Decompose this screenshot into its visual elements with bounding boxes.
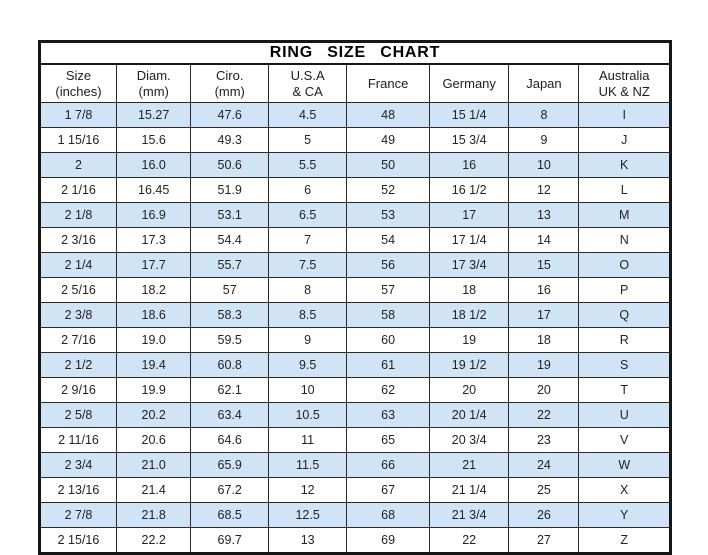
column-header-line2: (mm) bbox=[138, 83, 169, 99]
table-cell: 16 1/2 bbox=[429, 178, 509, 203]
table-cell: 22 bbox=[429, 528, 509, 554]
column-header bbox=[191, 64, 269, 103]
table-cell: 25 bbox=[509, 478, 579, 503]
table-cell: 54.4 bbox=[191, 228, 269, 253]
table-cell: 19.0 bbox=[116, 328, 190, 353]
table-cell: 50.6 bbox=[191, 153, 269, 178]
column-header-line2: UK & NZ bbox=[598, 83, 650, 99]
table-row bbox=[40, 253, 671, 278]
table-cell: 21 bbox=[429, 453, 509, 478]
table-cell: L bbox=[579, 178, 671, 203]
table-cell: 20.6 bbox=[116, 428, 190, 453]
table-cell: 60.8 bbox=[191, 353, 269, 378]
table-cell: 2 1/16 bbox=[40, 178, 117, 203]
table-row bbox=[40, 403, 671, 428]
table-cell: 2 15/16 bbox=[40, 528, 117, 554]
table-cell: 59.5 bbox=[191, 328, 269, 353]
table-cell: 61 bbox=[347, 353, 430, 378]
column-header-line1: U.S.A bbox=[290, 67, 325, 83]
table-cell: 7.5 bbox=[269, 253, 347, 278]
table-cell: 19.4 bbox=[116, 353, 190, 378]
table-cell: 20 1/4 bbox=[429, 403, 509, 428]
table-cell: 53 bbox=[347, 203, 430, 228]
table-cell: 10.5 bbox=[269, 403, 347, 428]
table-cell: 13 bbox=[269, 528, 347, 554]
table-cell: 58 bbox=[347, 303, 430, 328]
table-cell: 47.6 bbox=[191, 103, 269, 128]
column-header bbox=[347, 64, 430, 103]
table-cell: Q bbox=[579, 303, 671, 328]
column-header bbox=[429, 64, 509, 103]
table-cell: 1 15/16 bbox=[40, 128, 117, 153]
table-cell: 18 1/2 bbox=[429, 303, 509, 328]
table-cell: 2 9/16 bbox=[40, 378, 117, 403]
table-cell: 12 bbox=[269, 478, 347, 503]
table-row bbox=[40, 528, 671, 554]
table-cell: 5 bbox=[269, 128, 347, 153]
table-cell: 12.5 bbox=[269, 503, 347, 528]
column-header-line2: (inches) bbox=[55, 83, 102, 99]
table-cell: 66 bbox=[347, 453, 430, 478]
table-row bbox=[40, 453, 671, 478]
table-body bbox=[40, 103, 671, 554]
table-cell: 51.9 bbox=[191, 178, 269, 203]
column-header-line1: France bbox=[367, 75, 409, 91]
table-cell: 21 3/4 bbox=[429, 503, 509, 528]
table-cell: P bbox=[579, 278, 671, 303]
table-cell: 20 bbox=[429, 378, 509, 403]
table-cell: 20 bbox=[509, 378, 579, 403]
table-cell: 1 7/8 bbox=[40, 103, 117, 128]
table-cell: X bbox=[579, 478, 671, 503]
table-cell: 16 bbox=[509, 278, 579, 303]
table-cell: 18 bbox=[509, 328, 579, 353]
table-cell: 54 bbox=[347, 228, 430, 253]
table-cell: 9.5 bbox=[269, 353, 347, 378]
table-cell: 16.0 bbox=[116, 153, 190, 178]
table-cell: 21.8 bbox=[116, 503, 190, 528]
table-cell: 13 bbox=[509, 203, 579, 228]
table-cell: 16.9 bbox=[116, 203, 190, 228]
table-cell: R bbox=[579, 328, 671, 353]
table-cell: 17 3/4 bbox=[429, 253, 509, 278]
table-cell: 2 1/4 bbox=[40, 253, 117, 278]
table-cell: Z bbox=[579, 528, 671, 554]
table-cell: 67 bbox=[347, 478, 430, 503]
column-header bbox=[509, 64, 579, 103]
column-header-line2: (mm) bbox=[214, 83, 245, 99]
table-cell: 12 bbox=[509, 178, 579, 203]
table-row bbox=[40, 178, 671, 203]
table-cell: U bbox=[579, 403, 671, 428]
table-cell: 69 bbox=[347, 528, 430, 554]
table-cell: N bbox=[579, 228, 671, 253]
table-cell: V bbox=[579, 428, 671, 453]
table-cell: 18.6 bbox=[116, 303, 190, 328]
table-cell: I bbox=[579, 103, 671, 128]
table-cell: 60 bbox=[347, 328, 430, 353]
column-header bbox=[116, 64, 190, 103]
table-cell: 53.1 bbox=[191, 203, 269, 228]
table-row bbox=[40, 478, 671, 503]
table-row bbox=[40, 278, 671, 303]
table-cell: J bbox=[579, 128, 671, 153]
table-row bbox=[40, 503, 671, 528]
table-cell: T bbox=[579, 378, 671, 403]
table-cell: 15.6 bbox=[116, 128, 190, 153]
table-cell: 15 1/4 bbox=[429, 103, 509, 128]
table-cell: 2 5/8 bbox=[40, 403, 117, 428]
table-cell: 20.2 bbox=[116, 403, 190, 428]
table-row bbox=[40, 228, 671, 253]
table-cell: 11.5 bbox=[269, 453, 347, 478]
table-cell: 2 11/16 bbox=[40, 428, 117, 453]
column-header-line2: & CA bbox=[292, 83, 323, 99]
table-cell: 17 bbox=[509, 303, 579, 328]
table-cell: 17.7 bbox=[116, 253, 190, 278]
table-cell: 62 bbox=[347, 378, 430, 403]
table-cell: 15.27 bbox=[116, 103, 190, 128]
table-cell: 6 bbox=[269, 178, 347, 203]
table-cell: 49 bbox=[347, 128, 430, 153]
table-cell: 18.2 bbox=[116, 278, 190, 303]
table-cell: 8.5 bbox=[269, 303, 347, 328]
table-cell: O bbox=[579, 253, 671, 278]
table-cell: 17 bbox=[429, 203, 509, 228]
table-cell: 19 1/2 bbox=[429, 353, 509, 378]
table-cell: 22.2 bbox=[116, 528, 190, 554]
table-cell: 11 bbox=[269, 428, 347, 453]
column-header-line1: Germany bbox=[442, 75, 496, 91]
table-cell: 19.9 bbox=[116, 378, 190, 403]
table-cell: 10 bbox=[509, 153, 579, 178]
page-title: RING SIZE CHART bbox=[40, 42, 671, 65]
table-cell: Y bbox=[579, 503, 671, 528]
ring-size-chart-table bbox=[38, 40, 672, 555]
table-cell: 15 3/4 bbox=[429, 128, 509, 153]
table-cell: 2 7/8 bbox=[40, 503, 117, 528]
column-header-line1: Ciro. bbox=[216, 67, 244, 83]
title-row bbox=[40, 42, 671, 65]
column-header bbox=[269, 64, 347, 103]
column-header bbox=[40, 64, 117, 103]
table-cell: 2 1/2 bbox=[40, 353, 117, 378]
table-cell: 57 bbox=[347, 278, 430, 303]
table-cell: 22 bbox=[509, 403, 579, 428]
table-row bbox=[40, 378, 671, 403]
table-cell: 2 7/16 bbox=[40, 328, 117, 353]
table-row bbox=[40, 128, 671, 153]
table-cell: 2 3/16 bbox=[40, 228, 117, 253]
table-row bbox=[40, 353, 671, 378]
table-cell: 21.0 bbox=[116, 453, 190, 478]
table-cell: 52 bbox=[347, 178, 430, 203]
column-header-line1: Diam. bbox=[136, 67, 171, 83]
table-cell: 17.3 bbox=[116, 228, 190, 253]
table-cell: 8 bbox=[509, 103, 579, 128]
table-cell: 8 bbox=[269, 278, 347, 303]
table-cell: M bbox=[579, 203, 671, 228]
table-row bbox=[40, 203, 671, 228]
table-cell: 19 bbox=[429, 328, 509, 353]
table-cell: 19 bbox=[509, 353, 579, 378]
table-cell: 27 bbox=[509, 528, 579, 554]
table-cell: 20 3/4 bbox=[429, 428, 509, 453]
table-cell: 68.5 bbox=[191, 503, 269, 528]
table-cell: 4.5 bbox=[269, 103, 347, 128]
table-cell: 21.4 bbox=[116, 478, 190, 503]
table-cell: 16 bbox=[429, 153, 509, 178]
table-cell: 58.3 bbox=[191, 303, 269, 328]
table-cell: 2 3/4 bbox=[40, 453, 117, 478]
header-row bbox=[40, 64, 671, 103]
table-row bbox=[40, 428, 671, 453]
table-cell: 9 bbox=[269, 328, 347, 353]
table-cell: 64.6 bbox=[191, 428, 269, 453]
table-cell: 9 bbox=[509, 128, 579, 153]
table-cell: K bbox=[579, 153, 671, 178]
table-cell: 5.5 bbox=[269, 153, 347, 178]
table-row bbox=[40, 303, 671, 328]
table-cell: 2 bbox=[40, 153, 117, 178]
table-cell: 7 bbox=[269, 228, 347, 253]
table-cell: 17 1/4 bbox=[429, 228, 509, 253]
table-cell: 63.4 bbox=[191, 403, 269, 428]
table-cell: 2 13/16 bbox=[40, 478, 117, 503]
table-row bbox=[40, 103, 671, 128]
table-cell: 23 bbox=[509, 428, 579, 453]
column-header bbox=[579, 64, 671, 103]
table-cell: 16.45 bbox=[116, 178, 190, 203]
table-cell: 2 1/8 bbox=[40, 203, 117, 228]
table-cell: 2 5/16 bbox=[40, 278, 117, 303]
column-header-line1: Australia bbox=[598, 67, 650, 83]
table-cell: S bbox=[579, 353, 671, 378]
table-cell: 48 bbox=[347, 103, 430, 128]
table-cell: 2 3/8 bbox=[40, 303, 117, 328]
table-cell: 56 bbox=[347, 253, 430, 278]
table-cell: 10 bbox=[269, 378, 347, 403]
table-cell: W bbox=[579, 453, 671, 478]
column-header-line1: Size bbox=[65, 67, 92, 83]
table-row bbox=[40, 153, 671, 178]
table-cell: 6.5 bbox=[269, 203, 347, 228]
table-cell: 24 bbox=[509, 453, 579, 478]
table-cell: 69.7 bbox=[191, 528, 269, 554]
table-cell: 63 bbox=[347, 403, 430, 428]
table-cell: 65 bbox=[347, 428, 430, 453]
column-header-line1: Japan bbox=[526, 75, 562, 91]
table-cell: 65.9 bbox=[191, 453, 269, 478]
table-cell: 62.1 bbox=[191, 378, 269, 403]
table-cell: 14 bbox=[509, 228, 579, 253]
table-row bbox=[40, 328, 671, 353]
table-cell: 55.7 bbox=[191, 253, 269, 278]
table-cell: 18 bbox=[429, 278, 509, 303]
table-cell: 68 bbox=[347, 503, 430, 528]
table-cell: 57 bbox=[191, 278, 269, 303]
table-cell: 21 1/4 bbox=[429, 478, 509, 503]
table-cell: 49.3 bbox=[191, 128, 269, 153]
table-cell: 26 bbox=[509, 503, 579, 528]
table-cell: 50 bbox=[347, 153, 430, 178]
table-cell: 67.2 bbox=[191, 478, 269, 503]
table-cell: 15 bbox=[509, 253, 579, 278]
